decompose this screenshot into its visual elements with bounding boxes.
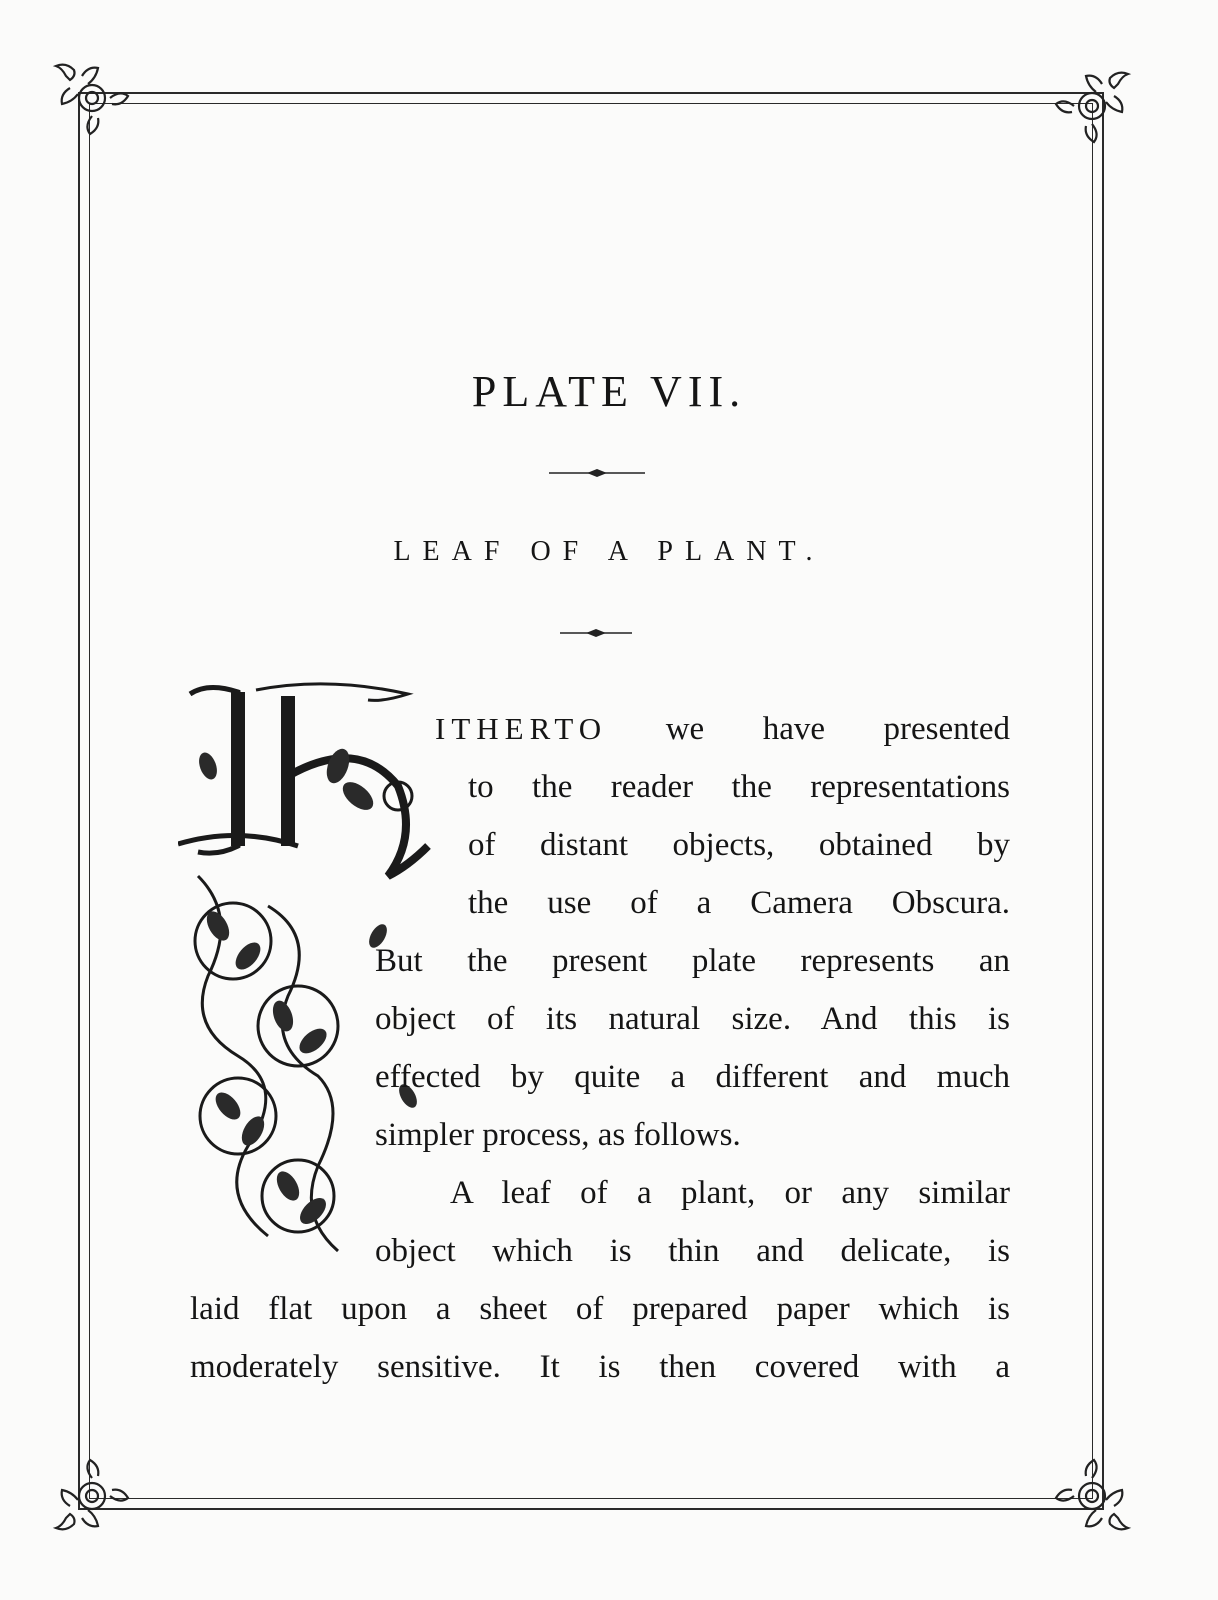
- text-line: But the present plate represents an: [375, 943, 1010, 979]
- title-divider: [549, 466, 645, 480]
- fleur-ornament-icon: [1052, 1456, 1132, 1536]
- plate-subtitle: LEAF OF A PLANT.: [393, 536, 825, 567]
- text-line: the use of a Camera Obscura.: [468, 885, 1010, 921]
- text-line: object which is thin and delicate, is: [375, 1233, 1010, 1269]
- corner-ornament-top-left: [52, 58, 132, 138]
- text-line: ITHERTO we have presented: [435, 700, 1010, 758]
- opening-word: ITHERTO: [435, 711, 608, 746]
- text-line: A leaf of a plant, or any similar: [450, 1175, 1010, 1211]
- text-line: object of its natural size. And this is: [375, 1001, 1010, 1037]
- fleur-ornament-icon: [52, 1456, 132, 1536]
- body-text: [190, 700, 1010, 1396]
- text-line: of distant objects, obtained by: [468, 827, 1010, 863]
- plate-title: PLATE VII.: [471, 367, 747, 416]
- corner-ornament-bottom-right: [1052, 1456, 1132, 1536]
- fleur-ornament-icon: [52, 58, 132, 138]
- text-line: to the reader the representations: [468, 769, 1010, 805]
- text-line: moderately sensitive. It is then covered with a: [190, 1349, 1010, 1385]
- corner-ornament-top-right: [1052, 66, 1132, 146]
- text-line: effected by quite a different and much: [375, 1059, 1010, 1095]
- text-line: laid flat upon a sheet of prepared paper which is: [190, 1291, 1010, 1327]
- text-line: simpler process, as follows.: [375, 1117, 741, 1153]
- corner-ornament-bottom-left: [52, 1456, 132, 1536]
- fleur-ornament-icon: [1052, 66, 1132, 146]
- subtitle-divider: [560, 626, 632, 640]
